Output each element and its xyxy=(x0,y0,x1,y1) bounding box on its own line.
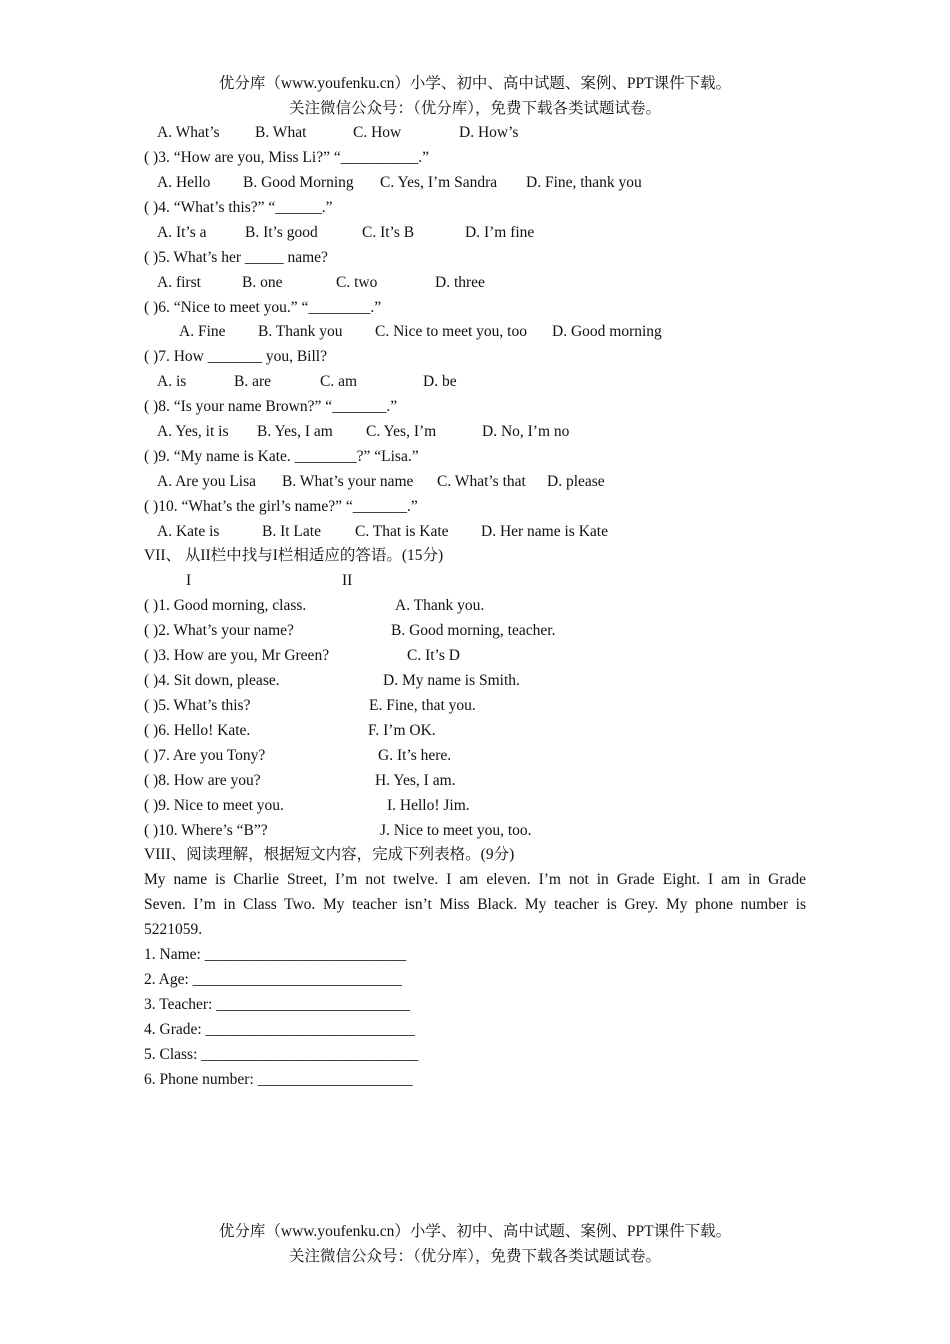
q4-option-c: C. It’s B xyxy=(362,224,415,241)
q7-option-c: C. am xyxy=(320,373,358,390)
field-grade: 4. Grade: ___________________________ xyxy=(144,1021,415,1038)
q2-option-d: D. How’s xyxy=(459,124,519,141)
header-line-2: 关注微信公众号：（优分库），免费下载各类试题试卷。 xyxy=(288,100,661,117)
field-teacher: 3. Teacher: _________________________ xyxy=(144,996,410,1013)
header-line-1: 优分库（www.youfenku.cn）小学、初中、高中试题、案例、PPT课件下载。 xyxy=(218,75,732,92)
footer-line-2: 关注微信公众号：（优分库），免费下载各类试题试卷。 xyxy=(288,1248,661,1265)
q9-option-a: A. Are you Lisa xyxy=(157,473,257,490)
q4-option-a: A. It’s a xyxy=(157,224,207,241)
q7-option-d: D. be xyxy=(423,373,457,390)
question-10: ( )10. “What’s the girl’s name?” “_______.” xyxy=(144,498,418,515)
q8-option-d: D. No, I’m no xyxy=(482,423,570,440)
q10-option-d: D. Her name is Kate xyxy=(481,523,608,540)
q4-option-b: B. It’s good xyxy=(245,224,318,241)
q6-option-d: D. Good morning xyxy=(552,323,662,340)
field-age: 2. Age: ___________________________ xyxy=(144,971,402,988)
q4-option-d: D. I’m fine xyxy=(465,224,535,241)
match-left-4: ( )4. Sit down, please. xyxy=(144,672,280,689)
match-right-g: G. It’s here. xyxy=(378,747,452,764)
field-phone-number: 6. Phone number: ____________________ xyxy=(144,1071,413,1088)
q9-option-c: C. What’s that xyxy=(437,473,526,490)
q5-option-b: B. one xyxy=(242,274,283,291)
q10-option-b: B. It Late xyxy=(262,523,321,540)
match-right-h: H. Yes, I am. xyxy=(375,772,456,789)
match-left-1: ( )1. Good morning, class. xyxy=(144,597,307,614)
match-right-f: F. I’m OK. xyxy=(368,722,436,739)
q8-option-b: B. Yes, I am xyxy=(257,423,333,440)
question-7: ( )7. How _______ you, Bill? xyxy=(144,348,327,365)
q3-option-a: A. Hello xyxy=(157,174,211,191)
match-right-c: C. It’s D xyxy=(407,647,460,664)
question-5: ( )5. What’s her _____ name? xyxy=(144,249,328,266)
match-right-j: J. Nice to meet you, too. xyxy=(380,822,532,839)
match-right-i: I. Hello! Jim. xyxy=(387,797,470,814)
section-8-title: VIII、阅读理解，根据短文内容，完成下列表格。(9分) xyxy=(144,846,515,863)
match-left-8: ( )8. How are you? xyxy=(144,772,261,789)
q6-option-a: A. Fine xyxy=(179,323,226,340)
question-3: ( )3. “How are you, Miss Li?” “__________.” xyxy=(144,149,429,166)
q10-option-c: C. That is Kate xyxy=(355,523,449,540)
field-class: 5. Class: ____________________________ xyxy=(144,1046,419,1063)
q2-option-c: C. How xyxy=(353,124,402,141)
match-right-a: A. Thank you. xyxy=(395,597,485,614)
match-left-5: ( )5. What’s this? xyxy=(144,697,251,714)
q3-option-c: C. Yes, I’m Sandra xyxy=(380,174,498,191)
match-left-6: ( )6. Hello! Kate. xyxy=(144,722,251,739)
passage-line-2: Seven. I’m in Class Two. My teacher isn’t Miss Black. My teacher is Grey. My phone number is xyxy=(144,896,806,913)
q3-option-b: B. Good Morning xyxy=(243,174,354,191)
q10-option-a: A. Kate is xyxy=(157,523,220,540)
q2-option-b: B. What xyxy=(255,124,307,141)
match-left-10: ( )10. Where’s “B”? xyxy=(144,822,268,839)
q9-option-b: B. What’s your name xyxy=(282,473,414,490)
q2-option-a: A. What’s xyxy=(157,124,220,141)
question-4: ( )4. “What’s this?” “______.” xyxy=(144,199,333,216)
question-9: ( )9. “My name is Kate. ________?” “Lisa.” xyxy=(144,448,419,465)
q8-option-c: C. Yes, I’m xyxy=(366,423,437,440)
footer-line-1: 优分库（www.youfenku.cn）小学、初中、高中试题、案例、PPT课件下载。 xyxy=(218,1223,732,1240)
column-i-header: I xyxy=(186,572,192,589)
section-7-title: VII、 从II栏中找与I栏相适应的答语。(15分) xyxy=(144,547,444,564)
match-right-d: D. My name is Smith. xyxy=(383,672,520,689)
q7-option-b: B. are xyxy=(234,373,272,390)
q6-option-c: C. Nice to meet you, too xyxy=(375,323,527,340)
question-6: ( )6. “Nice to meet you.” “________.” xyxy=(144,299,382,316)
column-ii-header: II xyxy=(342,572,353,589)
q8-option-a: A. Yes, it is xyxy=(157,423,229,440)
passage-line-3: 5221059. xyxy=(144,921,203,938)
q9-option-d: D. please xyxy=(547,473,605,490)
match-right-e: E. Fine, that you. xyxy=(369,697,476,714)
q5-option-d: D. three xyxy=(435,274,485,291)
passage-line-1: My name is Charlie Street, I’m not twelve. I am eleven. I’m not in Grade Eight. I am in Grade xyxy=(144,871,806,888)
q6-option-b: B. Thank you xyxy=(258,323,343,340)
field-name: 1. Name: __________________________ xyxy=(144,946,407,963)
q7-option-a: A. is xyxy=(157,373,187,390)
match-left-3: ( )3. How are you, Mr Green? xyxy=(144,647,330,664)
q3-option-d: D. Fine, thank you xyxy=(526,174,642,191)
match-right-b: B. Good morning, teacher. xyxy=(391,622,556,639)
q5-option-c: C. two xyxy=(336,274,378,291)
match-left-2: ( )2. What’s your name? xyxy=(144,622,294,639)
match-left-9: ( )9. Nice to meet you. xyxy=(144,797,284,814)
match-left-7: ( )7. Are you Tony? xyxy=(144,747,266,764)
q5-option-a: A. first xyxy=(157,274,201,291)
question-8: ( )8. “Is your name Brown?” “_______.” xyxy=(144,398,398,415)
